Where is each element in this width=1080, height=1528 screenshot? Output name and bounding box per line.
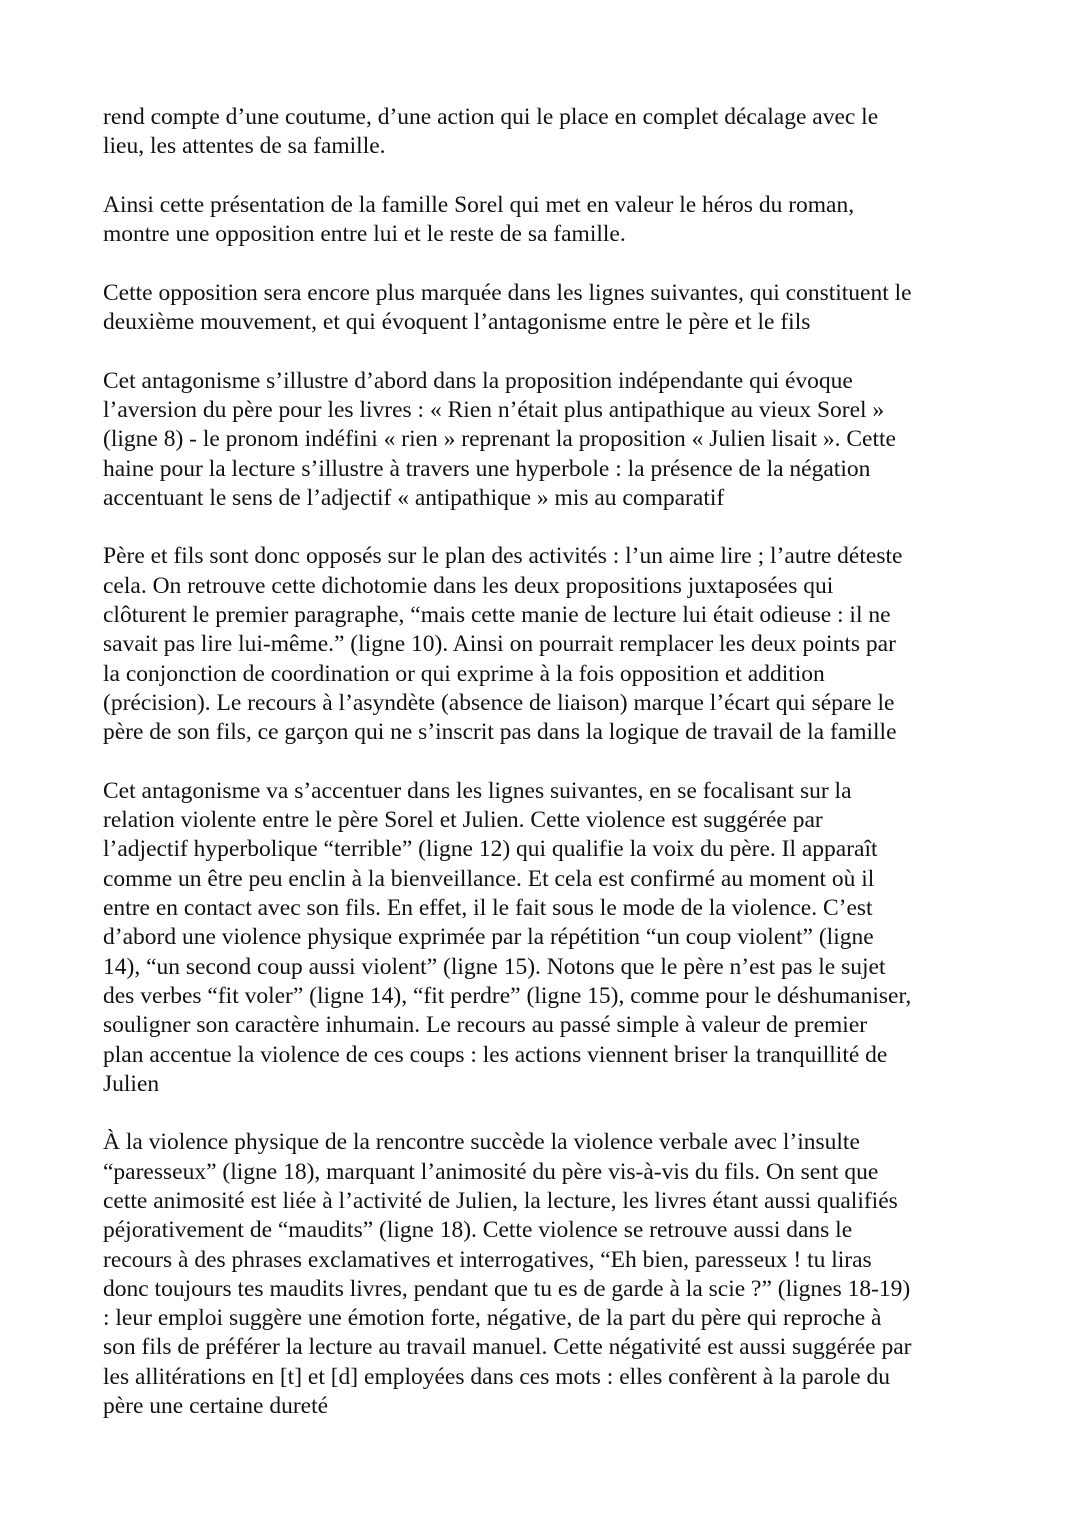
text-line: la conjonction de coordination or qui exprime à la fois opposition et addition <box>103 660 825 687</box>
text-line: cela. On retrouve cette dichotomie dans les deux propositions juxtaposées qui <box>103 572 834 599</box>
text-line: Ainsi cette présentation de la famille Sorel qui met en valeur le héros du roman, <box>103 191 855 218</box>
paragraph-5 <box>103 542 990 747</box>
text-line: cette animosité est liée à l’activité de Julien, la lecture, les livres étant aussi qualifiés <box>103 1187 898 1214</box>
text-line: l’adjectif hyperbolique “terrible” (ligne 12) qui qualifie la voix du père. Il apparaît <box>103 836 878 863</box>
paragraph-3 <box>103 279 990 338</box>
text-line: son fils de préférer la lecture au travail manuel. Cette négativité est aussi suggérée par <box>103 1334 912 1361</box>
text-line: savait pas lire lui-même.” (ligne 10). Ainsi on pourrait remplacer les deux points par <box>103 631 896 658</box>
text-line: Cet antagonisme va s’accentuer dans les lignes suivantes, en se focalisant sur la <box>103 777 852 804</box>
text-line: (ligne 8) - le pronom indéfini « rien » reprenant la proposition « Julien lisait ». Cette <box>103 426 896 453</box>
paragraph-7 <box>103 1128 990 1421</box>
text-line: accentuant le sens de l’adjectif « antipathique » mis au comparatif <box>103 484 725 511</box>
text-line: père une certaine dureté <box>103 1393 329 1420</box>
text-line: Père et fils sont donc opposés sur le plan des activités : l’un aime lire ; l’autre déteste <box>103 543 903 570</box>
text-line: clôturent le premier paragraphe, “mais cette manie de lecture lui était odieuse : il ne <box>103 602 891 629</box>
text-line: À la violence physique de la rencontre succède la violence verbale avec l’insulte <box>103 1129 860 1156</box>
text-line: les allitérations en [t] et [d] employées dans ces mots : elles confèrent à la parole du <box>103 1363 890 1390</box>
text-line: comme un être peu enclin à la bienveillance. Et cela est confirmé au moment où il <box>103 865 875 892</box>
text-line: relation violente entre le père Sorel et Julien. Cette violence est suggérée par <box>103 807 823 834</box>
text-line: Cette opposition sera encore plus marquée dans les lignes suivantes, qui constituent le <box>103 279 912 306</box>
text-line: plan accentue la violence de ces coups : les actions viennent briser la tranquillité de <box>103 1041 888 1068</box>
paragraph-2 <box>103 191 990 250</box>
text-line: donc toujours tes maudits livres, pendant que tu es de garde à la scie ?” (lignes 18-19) <box>103 1275 911 1302</box>
text-line: l’aversion du père pour les livres : « Rien n’était plus antipathique au vieux Sorel » <box>103 396 885 423</box>
text-line: 14), “un second coup aussi violent” (ligne 15). Notons que le père n’est pas le sujet <box>103 953 886 980</box>
text-line: deuxième mouvement, et qui évoquent l’antagonisme entre le père et le fils <box>103 309 811 336</box>
text-line: Julien <box>103 1070 160 1097</box>
paragraph-6 <box>103 777 990 1099</box>
text-line: : leur emploi suggère une émotion forte, négative, de la part du père qui reproche à <box>103 1305 882 1332</box>
text-line: montre une opposition entre lui et le reste de sa famille. <box>103 221 626 248</box>
text-line: des verbes “fit voler” (ligne 14), “fit perdre” (ligne 15), comme pour le déshumaniser, <box>103 982 912 1009</box>
text-line: “paresseux” (ligne 18), marquant l’animosité du père vis-à-vis du fils. On sent que <box>103 1158 879 1185</box>
text-line: recours à des phrases exclamatives et interrogatives, “Eh bien, paresseux ! tu liras <box>103 1246 872 1273</box>
paragraph-4 <box>103 367 990 513</box>
text-line: d’abord une violence physique exprimée par la répétition “un coup violent” (ligne <box>103 924 874 951</box>
text-line: haine pour la lecture s’illustre à travers une hyperbole : la présence de la négation <box>103 455 871 482</box>
text-line: (précision). Le recours à l’asyndète (absence de liaison) marque l’écart qui sépare le <box>103 689 895 716</box>
text-line: père de son fils, ce garçon qui ne s’inscrit pas dans la logique de travail de la famille <box>103 719 897 746</box>
text-line: lieu, les attentes de sa famille. <box>103 133 386 160</box>
paragraph-1 <box>103 103 990 162</box>
text-line: souligner son caractère inhumain. Le recours au passé simple à valeur de premier <box>103 1012 868 1039</box>
text-line: péjorativement de “maudits” (ligne 18). Cette violence se retrouve aussi dans le <box>103 1217 853 1244</box>
text-line: Cet antagonisme s’illustre d’abord dans la proposition indépendante qui évoque <box>103 367 853 394</box>
text-line: rend compte d’une coutume, d’une action qui le place en complet décalage avec le <box>103 104 879 130</box>
text-line: entre en contact avec son fils. En effet, il le fait sous le mode de la violence. C’est <box>103 895 873 922</box>
